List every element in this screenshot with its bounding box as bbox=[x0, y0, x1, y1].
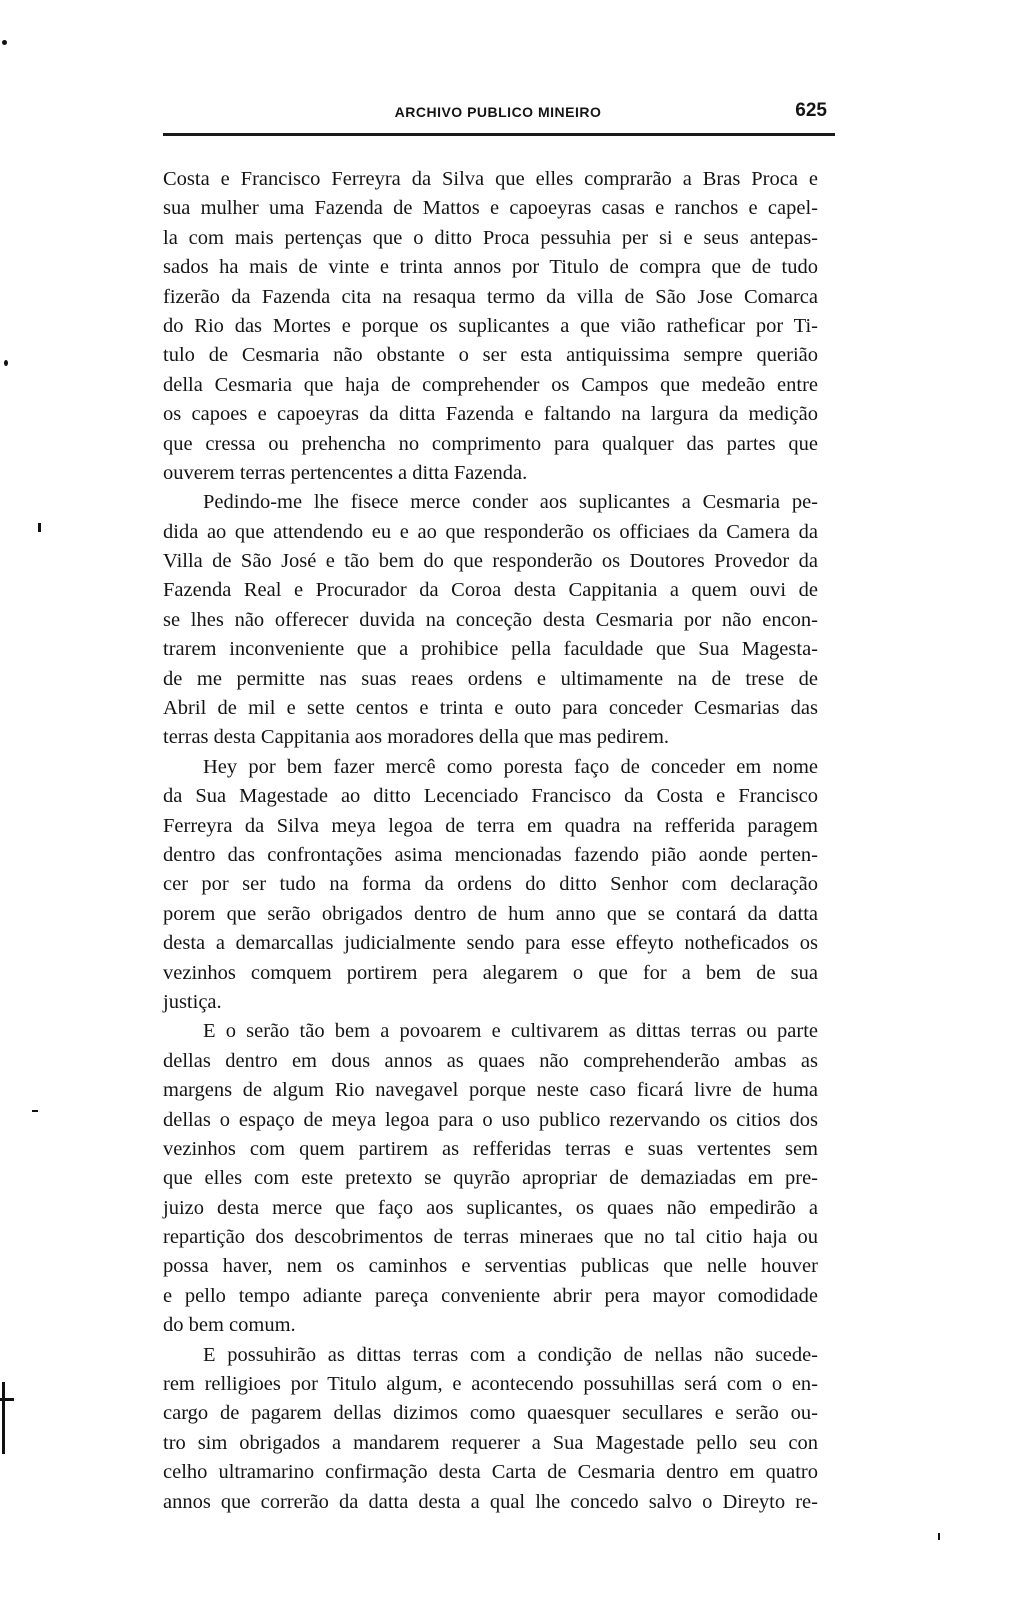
text-line: annos que correrão da datta desta a qual lhe concedo salvo o Direyto re- bbox=[163, 1490, 818, 1513]
text-line: desta a demarcallas judicialmente sendo para esse effeyto notheficados os bbox=[163, 932, 818, 955]
text-line: vezinhos comquem portirem pera alegarem o que for a bem de sua bbox=[163, 961, 818, 984]
text-line: Fazenda Real e Procurador da Coroa desta Cappitania a quem ouvi de bbox=[163, 579, 818, 602]
text-line: juizo desta merce que faço aos suplicantes, os quaes não empedirão a bbox=[163, 1196, 818, 1219]
running-title: ARCHIVO PUBLICO MINEIRO bbox=[394, 104, 602, 120]
text-line: os capoes e capoeyras da ditta Fazenda e faltando na largura da medição bbox=[163, 403, 818, 426]
text-line: que elles com este pretexto se quyrão apropriar de demaziadas em pre- bbox=[163, 1167, 818, 1190]
text-line: cargo de pagarem dellas dizimos como quaesquer secullares e serão ou- bbox=[163, 1402, 818, 1425]
text-line: terras desta Cappitania aos moradores della que mas pedirem. bbox=[163, 726, 670, 749]
text-line: fizerão da Fazenda cita na resaqua termo da villa de São Jose Comarca bbox=[163, 285, 818, 308]
text-line: e pello tempo adiante pareça conveniente abrir pera mayor comodidade bbox=[163, 1284, 818, 1307]
text-line: porem que serão obrigados dentro de hum anno que se contará da datta bbox=[163, 902, 818, 925]
text-line: trarem inconveniente que a prohibice pella faculdade que Sua Magesta- bbox=[163, 638, 818, 661]
text-line: sua mulher uma Fazenda de Mattos e capoeyras casas e ranchos e capel- bbox=[163, 197, 818, 220]
text-line: justiça. bbox=[163, 990, 222, 1013]
page-header bbox=[163, 100, 833, 128]
header-rule bbox=[163, 133, 835, 136]
text-line: repartição dos descobrimentos de terras mineraes que no tal citio haja ou bbox=[163, 1226, 818, 1249]
text-line: Costa e Francisco Ferreyra da Silva que elles comprarão a Bras Proca e bbox=[163, 168, 818, 190]
text-line: tro sim obrigados a mandarem requerer a Sua Magestade pello seu con bbox=[163, 1431, 818, 1454]
text-line: ouverem terras pertencentes a ditta Fazenda. bbox=[163, 461, 528, 484]
text-line: do Rio das Mortes e porque os suplicantes a que vião ratheficar por Ti- bbox=[163, 314, 818, 337]
text-line: Villa de São José e tão bem do que responderão os Doutores Provedor da bbox=[163, 550, 818, 573]
text-line: E possuhirão as dittas terras com a condição de nellas não sucede- bbox=[203, 1343, 818, 1366]
text-line: tulo de Cesmaria não obstante o ser esta antiquissima sempre querião bbox=[163, 344, 818, 367]
text-line: se lhes não offerecer duvida na conceção desta Cesmaria por não encon- bbox=[163, 608, 818, 631]
scan-edge-tick bbox=[0, 1398, 14, 1401]
text-line: dellas o espaço de meya legoa para o uso publico rezervando os citios dos bbox=[163, 1108, 818, 1131]
text-line: da Sua Magestade ao ditto Lecenciado Francisco da Costa e Francisco bbox=[163, 785, 818, 808]
text-line: Ferreyra da Silva meya legoa de terra em quadra na refferida paragem bbox=[163, 814, 818, 837]
text-line: cer por ser tudo na forma da ordens do ditto Senhor com declaração bbox=[163, 873, 818, 896]
scan-speck bbox=[4, 360, 8, 366]
page-number: 625 bbox=[795, 100, 827, 121]
scan-speck bbox=[938, 1533, 940, 1540]
text-line: dida ao que attendendo eu e ao que responderão os officiaes da Camera da bbox=[163, 520, 818, 543]
scan-edge-line bbox=[2, 1382, 5, 1454]
text-line: Hey por bem fazer mercê como poresta faço de conceder em nome bbox=[203, 755, 818, 778]
text-line: della Cesmaria que haja de comprehender os Campos que medeão entre bbox=[163, 373, 818, 396]
scan-speck bbox=[38, 523, 41, 532]
text-line: celho ultramarino confirmação desta Carta de Cesmaria dentro em quatro bbox=[163, 1461, 818, 1484]
text-line: margens de algum Rio navegavel porque neste caso ficará livre de huma bbox=[163, 1079, 818, 1102]
text-line: de me permitte nas suas reaes ordens e ultimamente na de trese de bbox=[163, 667, 818, 690]
text-line: Pedindo-me lhe fisece merce conder aos suplicantes a Cesmaria pe- bbox=[203, 491, 818, 514]
text-line: dellas dentro em dous annos as quaes não comprehenderão ambas as bbox=[163, 1049, 818, 1072]
scan-speck bbox=[2, 40, 7, 45]
body-text bbox=[163, 165, 818, 1517]
text-line: E o serão tão bem a povoarem e cultivarem as dittas terras ou parte bbox=[203, 1020, 818, 1043]
text-line: possa haver, nem os caminhos e serventias publicas que nelle houver bbox=[163, 1255, 818, 1278]
text-line: dentro das confrontações asima mencionadas fazendo pião aonde perten- bbox=[163, 843, 818, 866]
text-line: que cressa ou prehencha no comprimento para qualquer das partes que bbox=[163, 432, 818, 455]
text-line: do bem comum. bbox=[163, 1314, 296, 1337]
text-line: sados ha mais de vinte e trinta annos por Titulo de compra que de tudo bbox=[163, 256, 818, 279]
scan-speck bbox=[32, 1110, 38, 1112]
text-line: rem relligioes por Titulo algum, e acontecendo possuhillas será com o en- bbox=[163, 1373, 818, 1396]
text-line: Abril de mil e sette centos e trinta e outo para conceder Cesmarias das bbox=[163, 697, 818, 720]
text-line: la com mais pertenças que o ditto Proca pessuhia per si e seus antepas- bbox=[163, 226, 818, 249]
text-line: vezinhos com quem partirem as refferidas terras e suas vertentes sem bbox=[163, 1137, 818, 1160]
